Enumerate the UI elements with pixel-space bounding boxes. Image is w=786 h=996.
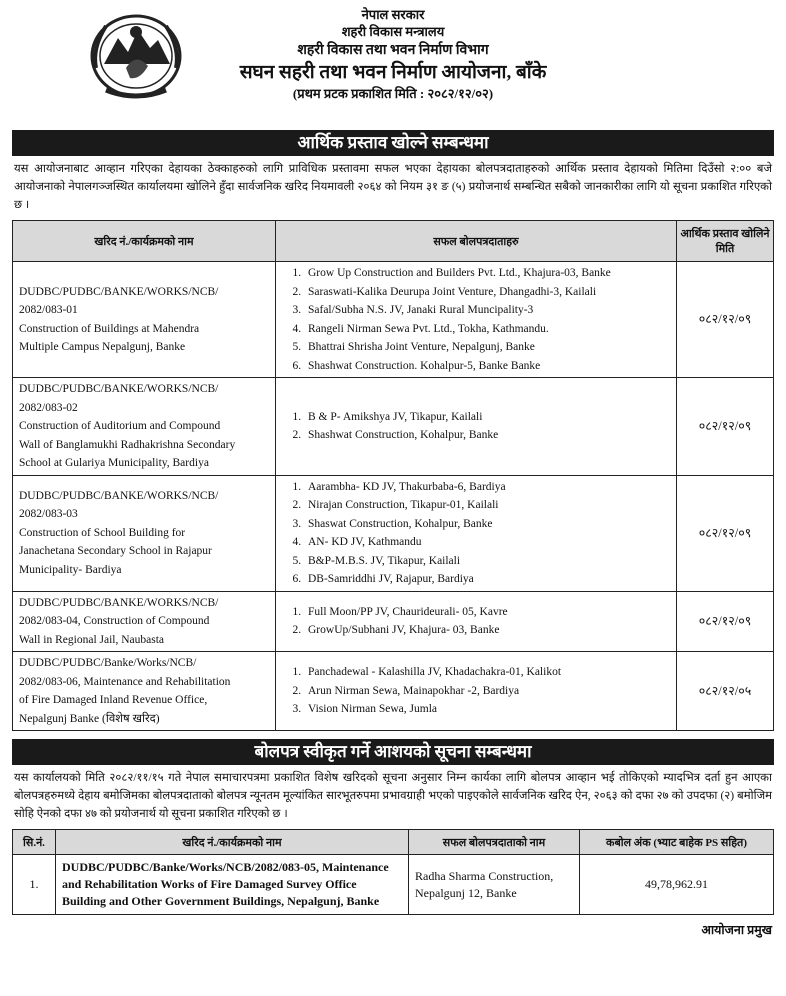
procurement-name-cell <box>13 591 276 652</box>
header-procurement-name: खरिद नं./कार्यक्रमको नाम <box>56 830 409 855</box>
opening-date-cell: ०८२/१२/०९ <box>677 378 774 476</box>
bidders-cell <box>276 475 677 591</box>
table-row <box>13 652 774 731</box>
procurement-name-line: 2082/083-02 <box>19 401 78 414</box>
list-item: 5. Bhattrai Shrisha Joint Venture, Nepalgunj, Banke <box>304 338 670 357</box>
list-item: 1. Full Moon/PP JV, Chaurideurali- 05, Kavre <box>304 603 670 622</box>
procurement-name-line: Construction of Buildings at Mahendra <box>19 322 200 335</box>
procurement-name-line: 2082/083-06, Maintenance and Rehabilitation <box>19 675 231 688</box>
header-opening-date: आर्थिक प्रस्ताव खोलिने मिति <box>677 221 774 262</box>
procurement-name-line: Wall of Banglamukhi Radhakrishna Secondary <box>19 438 236 451</box>
procurement-name-line: DUDBC/PUDBC/BANKE/WORKS/NCB/ <box>19 489 219 502</box>
table-row <box>13 475 774 591</box>
table-row <box>13 591 774 652</box>
bidders-list <box>282 264 670 375</box>
section2-title: बोलपत्र स्वीकृत गर्ने आशयको सूचना सम्बन्धमा <box>12 739 774 765</box>
procurement-name-cell <box>13 652 276 731</box>
list-item: 2. Nirajan Construction, Tikapur-01, Kailali <box>304 496 670 515</box>
bidder-cell: Radha Sharma Construction, Nepalgunj 12, Banke <box>409 855 580 915</box>
list-item: 2. GrowUp/Subhani JV, Khajura- 03, Banke <box>304 621 670 640</box>
list-item: 5. B&P-M.B.S. JV, Tikapur, Kailali <box>304 552 670 571</box>
procurement-name-line: DUDBC/PUDBC/BANKE/WORKS/NCB/ <box>19 383 219 395</box>
list-item: 1. Aarambha- KD JV, Thakurbaba-6, Bardiya <box>304 478 670 497</box>
procurement-name-line: Wall in Regional Jail, Naubasta <box>19 633 165 646</box>
procurement-name-line: Construction of School Building for <box>19 526 186 539</box>
list-item: 1. Panchadewal - Kalashilla JV, Khadachakra-01, Kalikot <box>304 663 670 682</box>
procurement-name-cell <box>13 475 276 591</box>
bidders-list <box>282 663 670 719</box>
bidders-cell <box>276 652 677 731</box>
procurement-name-cell <box>13 378 276 476</box>
header-bidders: सफल बोलपत्रदाताहरु <box>276 221 677 262</box>
section1-paragraph: यस आयोजनाबाट आव्हान गरिएका देहायका ठेक्काहरुको लागि प्राविधिक प्रस्तावमा सफल भएका देहायका बोलपत्रदाताहरुको आर्थिक प्रस्ताव देहायको मितिमा दिउँसो २:०० बजे आयोजनाको नेपालगञ्जस्थित कार्यालयमा खोलिने हुँदा सार्वजनिक खरिद नियमावली २०६४ को नियम ३१ ङ (५) प्रयोजनार्थ सम्बन्धित सबैको जानकारीका लागि यो सूचना प्रकाशित गरिएको छ । <box>14 163 772 211</box>
header-line-1: नेपाल सरकार <box>361 7 425 22</box>
table-header-row <box>13 221 774 262</box>
financial-proposal-table <box>12 220 774 731</box>
bidders-cell <box>276 378 677 476</box>
section2-paragraph: यस कार्यालयको मिति २०८२/११/१५ गते नेपाल समाचारपत्रमा प्रकाशित विशेष खरिदको सूचना अनुसार निम्न कार्यका लागि बोलपत्र आव्हान भई तोकिएको म्यादभित्र दर्ता हुन आएका बोलपत्रहरुमध्ये देहाय बमोजिमका बोलपत्रदाताको बोलपत्र न्यूनतम मूल्यांकित सारभूतरुपमा प्रभावग्राही भएको पाइएकोले सार्वजनिक खरिद ऐन, २०६३ को दफा २७ को उपदफा (२) बमोजिम सोहि ऐनको दफा ४७ को प्रयोजनार्थ यो सूचना प्रकाशित गरिएको छ । <box>14 772 772 820</box>
list-item: 4. AN- KD JV, Kathmandu <box>304 533 670 552</box>
list-item: 1. Grow Up Construction and Builders Pvt. Ltd., Khajura-03, Banke <box>304 264 670 283</box>
bidders-cell <box>276 262 677 378</box>
procurement-name-line: Multiple Campus Nepalgunj, Banke <box>19 341 186 353</box>
procurement-name-line: Municipality- Bardiya <box>19 563 122 576</box>
notice-header <box>12 6 774 126</box>
list-item: 1. B & P- Amikshya JV, Tikapur, Kailali <box>304 408 670 427</box>
list-item: 2. Shashwat Construction, Kohalpur, Banke <box>304 426 670 445</box>
procurement-name-cell <box>13 262 276 378</box>
procurement-name-line: Nepalgunj Banke (विशेष खरिद) <box>19 712 160 725</box>
serial-cell: 1. <box>13 855 56 915</box>
header-line-4: सघन सहरी तथा भवन निर्माण आयोजना, बाँके <box>239 62 547 83</box>
table-header-row <box>13 830 774 855</box>
procurement-name-line: DUDBC/PUDBC/Banke/Works/NCB/ <box>19 657 197 669</box>
header-line-5: (प्रथम प्रटक प्रकाशित मिति : २०८२/१२/०२) <box>292 86 494 101</box>
list-item: 6. Shashwat Construction. Kohalpur-5, Banke Banke <box>304 357 670 376</box>
bidders-list <box>282 408 670 445</box>
procurement-name-line: 2082/083-01 <box>19 304 78 316</box>
procurement-name-line: 2082/083-04, Construction of Compound <box>19 615 210 627</box>
table-row <box>13 855 774 915</box>
procurement-name-line: Janachetana Secondary School in Rajapur <box>19 545 212 558</box>
procurement-name-line: 2082/083-03 <box>19 508 78 521</box>
amount-cell: 49,78,962.91 <box>580 855 774 915</box>
list-item: 3. Vision Nirman Sewa, Jumla <box>304 700 670 719</box>
header-line-3: शहरी विकास तथा भवन निर्माण विभाग <box>297 43 489 58</box>
nepal-government-emblem-icon <box>86 8 186 100</box>
list-item: 2. Arun Nirman Sewa, Mainapokhar -2, Bardiya <box>304 682 670 701</box>
bidders-cell <box>276 591 677 652</box>
table-row <box>13 262 774 378</box>
procurement-name-line: School at Gulariya Municipality, Bardiya <box>19 457 209 469</box>
section1-title: आर्थिक प्रस्ताव खोल्ने सम्बन्धमा <box>12 130 774 156</box>
header-successful-bidder: सफल बोलपत्रदाताको नाम <box>409 830 580 855</box>
opening-date-cell: ०८२/१२/०९ <box>677 475 774 591</box>
table-row <box>13 378 774 476</box>
list-item: 2. Saraswati-Kalika Deurupa Joint Venture, Dhangadhi-3, Kailali <box>304 283 670 302</box>
bidders-list <box>282 603 670 640</box>
opening-date-cell: ०८२/१२/०९ <box>677 591 774 652</box>
header-procurement-name: खरिद नं./कार्यक्रमको नाम <box>13 221 276 262</box>
list-item: 3. Safal/Subha N.S. JV, Janaki Rural Muncipality-3 <box>304 301 670 320</box>
procurement-name-line: DUDBC/PUDBC/BANKE/WORKS/NCB/ <box>19 596 219 609</box>
list-item: 4. Rangeli Nirman Sewa Pvt. Ltd., Tokha, Kathmandu. <box>304 320 670 339</box>
intent-award-table <box>12 829 774 915</box>
list-item: 6. DB-Samriddhi JV, Rajapur, Bardiya <box>304 570 670 589</box>
procurement-name-line: Construction of Auditorium and Compound <box>19 420 221 432</box>
header-bid-amount: कबोल अंक (भ्याट बाहेक PS सहित) <box>580 830 774 855</box>
procurement-name-line: of Fire Damaged Inland Revenue Office, <box>19 694 208 706</box>
opening-date-cell: ०८२/१२/०५ <box>677 652 774 731</box>
list-item: 3. Shaswat Construction, Kohalpur, Banke <box>304 515 670 534</box>
bidders-list <box>282 478 670 589</box>
header-serial: सि.नं. <box>13 830 56 855</box>
procurement-name-line: DUDBC/PUDBC/BANKE/WORKS/NCB/ <box>19 285 219 298</box>
header-line-2: शहरी विकास मन्त्रालय <box>341 24 445 39</box>
opening-date-cell: ०८२/१२/०९ <box>677 262 774 378</box>
signature: आयोजना प्रमुख <box>701 923 772 937</box>
procurement-name-cell: DUDBC/PUDBC/Banke/Works/NCB/2082/083-05, Maintenance and Rehabilitation Works of Fire Damaged Survey Office Building and Other Government Buildings, Nepalgunj, Banke <box>56 855 409 915</box>
